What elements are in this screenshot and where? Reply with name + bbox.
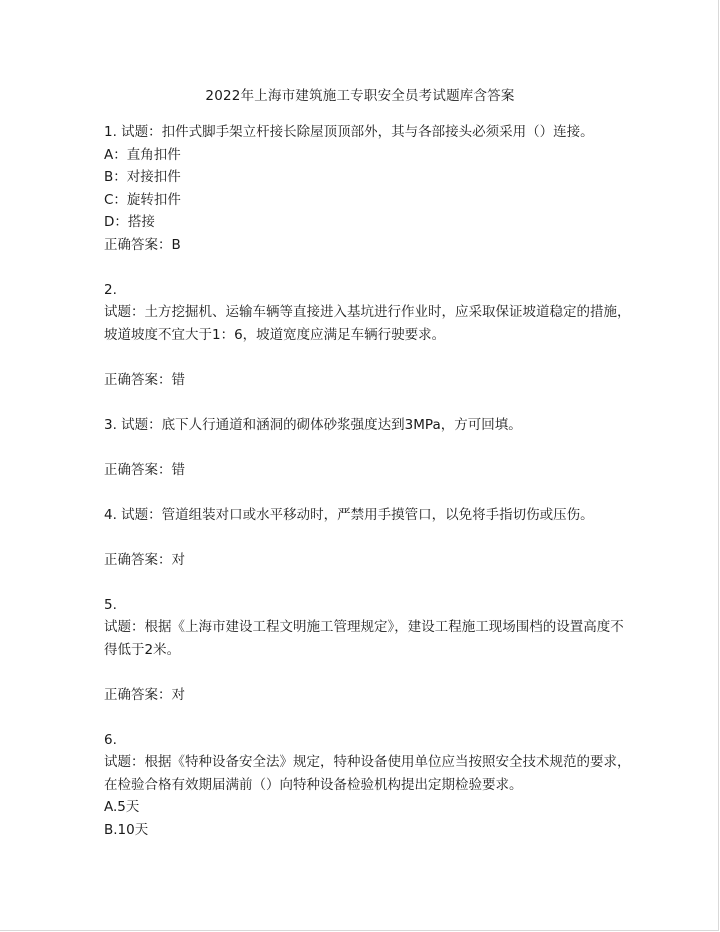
question-2-answer: 正确答案：错 [104, 371, 185, 388]
question-6-text-line-2: 在检验合格有效期届满前（）向特种设备检验机构提出定期检验要求。 [104, 776, 523, 793]
question-4-text: 4. 试题：管道组装对口或水平移动时，严禁用手摸管口，以免将手指切伤或压伤。 [104, 506, 594, 523]
question-1 [104, 121, 624, 256]
question-1-answer: 正确答案：B [104, 236, 181, 253]
question-2-text-line-2: 坡道坡度不宜大于1：6，坡道宽度应满足车辆行驶要求。 [104, 326, 446, 343]
document-title: 2022年上海市建筑施工专职安全员考试题库含答案 [205, 88, 515, 104]
question-1-text: 1. 试题：扣件式脚手架立杆接长除屋顶顶部外，其与各部接头必须采用（）连接。 [104, 124, 594, 140]
question-5-text-line-2: 得低于2米。 [104, 641, 181, 658]
question-5-number: 5. [104, 596, 117, 613]
question-3-answer: 正确答案：错 [104, 461, 185, 478]
question-6-option-a: A.5天 [104, 799, 140, 815]
question-2-number: 2. [104, 281, 117, 298]
question-1-option-c: C：旋转扣件 [104, 191, 181, 208]
question-4-answer: 正确答案：对 [104, 551, 185, 568]
question-3-text: 3. 试题：底下人行通道和涵洞的砌体砂浆强度达到3MPa，方可回填。 [104, 416, 522, 433]
question-5-answer: 正确答案：对 [104, 686, 185, 703]
question-1-option-a: A：直角扣件 [104, 146, 181, 163]
question-3 [104, 414, 624, 482]
question-6-number: 6. [104, 731, 117, 748]
question-6 [104, 729, 631, 842]
question-2 [104, 279, 631, 392]
question-6-text-line-1: 试题：根据《特种设备安全法》规定，特种设备使用单位应当按照安全技术规范的要求， [104, 754, 631, 770]
question-1-option-d: D：搭接 [104, 214, 155, 230]
question-6-option-b: B.10天 [104, 821, 149, 838]
question-4 [104, 504, 624, 572]
question-5 [104, 594, 624, 707]
question-list [104, 121, 631, 841]
question-1-option-b: B：对接扣件 [104, 169, 181, 185]
question-2-text-line-1: 试题：土方挖掘机、运输车辆等直接进入基坑进行作业时，应采取保证坡道稳定的措施， [104, 304, 631, 320]
question-5-text-line-1: 试题：根据《上海市建设工程文明施工管理规定》，建设工程施工现场围档的设置高度不 [104, 619, 624, 635]
